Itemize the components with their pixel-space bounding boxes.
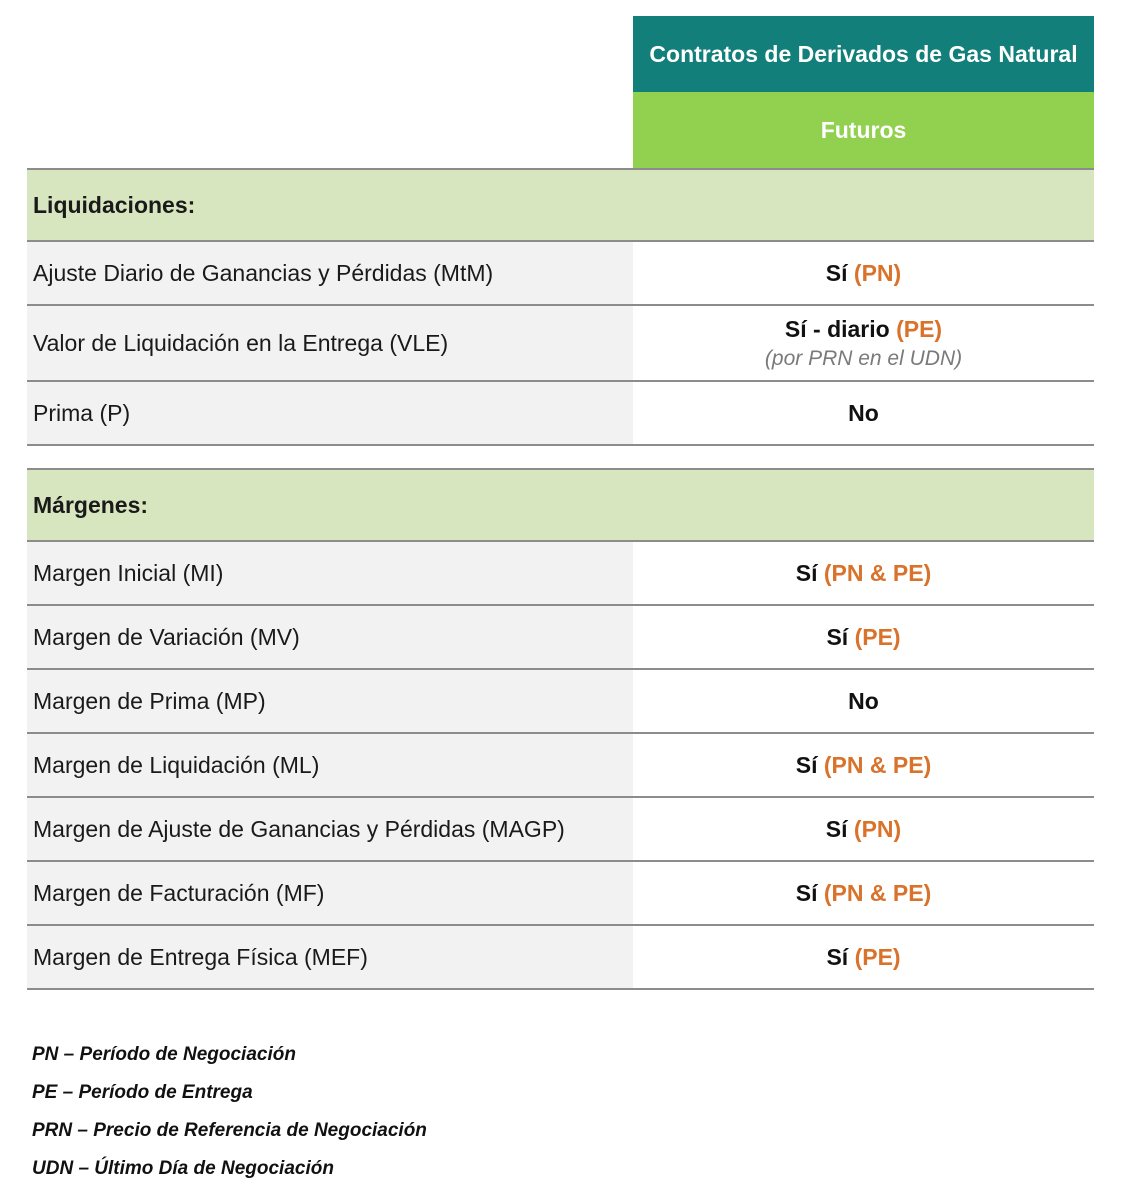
row-label: Margen de Ajuste de Ganancias y Pérdidas (MAGP)	[27, 798, 633, 860]
row-label: Margen de Prima (MP)	[27, 670, 633, 732]
legend-item: UDN – Último Día de Negociación	[32, 1158, 334, 1179]
row-value	[633, 926, 1094, 988]
row-value	[633, 306, 1094, 380]
value-yes: Sí	[825, 259, 854, 286]
value-yes: Sí - diario	[784, 315, 897, 342]
value-no: No	[848, 399, 879, 426]
legend	[32, 1040, 427, 1192]
row-value	[633, 734, 1094, 796]
value-yes: Sí	[795, 879, 824, 906]
row-label: Margen de Variación (MV)	[27, 606, 633, 668]
value-tag: (PE)	[896, 315, 943, 342]
table-row	[27, 734, 1094, 798]
section-margenes: Márgenes:	[27, 468, 1094, 542]
row-label: Prima (P)	[27, 382, 633, 444]
header-blank	[27, 16, 633, 92]
row-value	[633, 862, 1094, 924]
row-label: Ajuste Diario de Ganancias y Pérdidas (MtM)	[27, 242, 633, 304]
legend-item: PRN – Precio de Referencia de Negociación	[32, 1120, 427, 1141]
value-tag: (PE)	[854, 623, 901, 650]
section-gap	[27, 446, 1094, 468]
table-row	[27, 542, 1094, 606]
table-row	[27, 670, 1094, 734]
header-row-title	[27, 16, 1094, 92]
value-yes: Sí	[795, 559, 824, 586]
value-yes: Sí	[826, 943, 855, 970]
row-value	[633, 542, 1094, 604]
value-tag: (PN)	[853, 259, 902, 286]
row-value	[633, 606, 1094, 668]
table-row	[27, 926, 1094, 990]
table-row	[27, 606, 1094, 670]
table-row	[27, 862, 1094, 926]
row-label: Margen de Facturación (MF)	[27, 862, 633, 924]
header-blank	[27, 92, 633, 168]
value-note: (por PRN en el UDN)	[764, 346, 963, 370]
value-yes: Sí	[826, 623, 855, 650]
value-tag: (PE)	[854, 943, 901, 970]
table-row	[27, 306, 1094, 382]
value-tag: (PN & PE)	[823, 751, 932, 778]
header-row-subtitle	[27, 92, 1094, 168]
row-label: Margen de Entrega Física (MEF)	[27, 926, 633, 988]
row-label: Margen Inicial (MI)	[27, 542, 633, 604]
value-no: No	[848, 687, 879, 714]
row-value	[633, 242, 1094, 304]
legend-item: PE – Período de Entrega	[32, 1082, 253, 1103]
row-value	[633, 670, 1094, 732]
derivatives-table	[27, 16, 1094, 990]
header-subtitle: Futuros	[633, 92, 1094, 168]
table-row	[27, 242, 1094, 306]
value-tag: (PN)	[853, 815, 902, 842]
row-label: Valor de Liquidación en la Entrega (VLE)	[27, 306, 633, 380]
legend-item: PN – Período de Negociación	[32, 1044, 296, 1065]
value-yes: Sí	[795, 751, 824, 778]
row-label: Margen de Liquidación (ML)	[27, 734, 633, 796]
value-yes: Sí	[825, 815, 854, 842]
section-liquidaciones: Liquidaciones:	[27, 168, 1094, 242]
row-value	[633, 382, 1094, 444]
value-tag: (PN & PE)	[823, 559, 932, 586]
header-title: Contratos de Derivados de Gas Natural	[633, 16, 1094, 92]
row-value	[633, 798, 1094, 860]
value-tag: (PN & PE)	[823, 879, 932, 906]
table-row	[27, 382, 1094, 446]
table-row	[27, 798, 1094, 862]
